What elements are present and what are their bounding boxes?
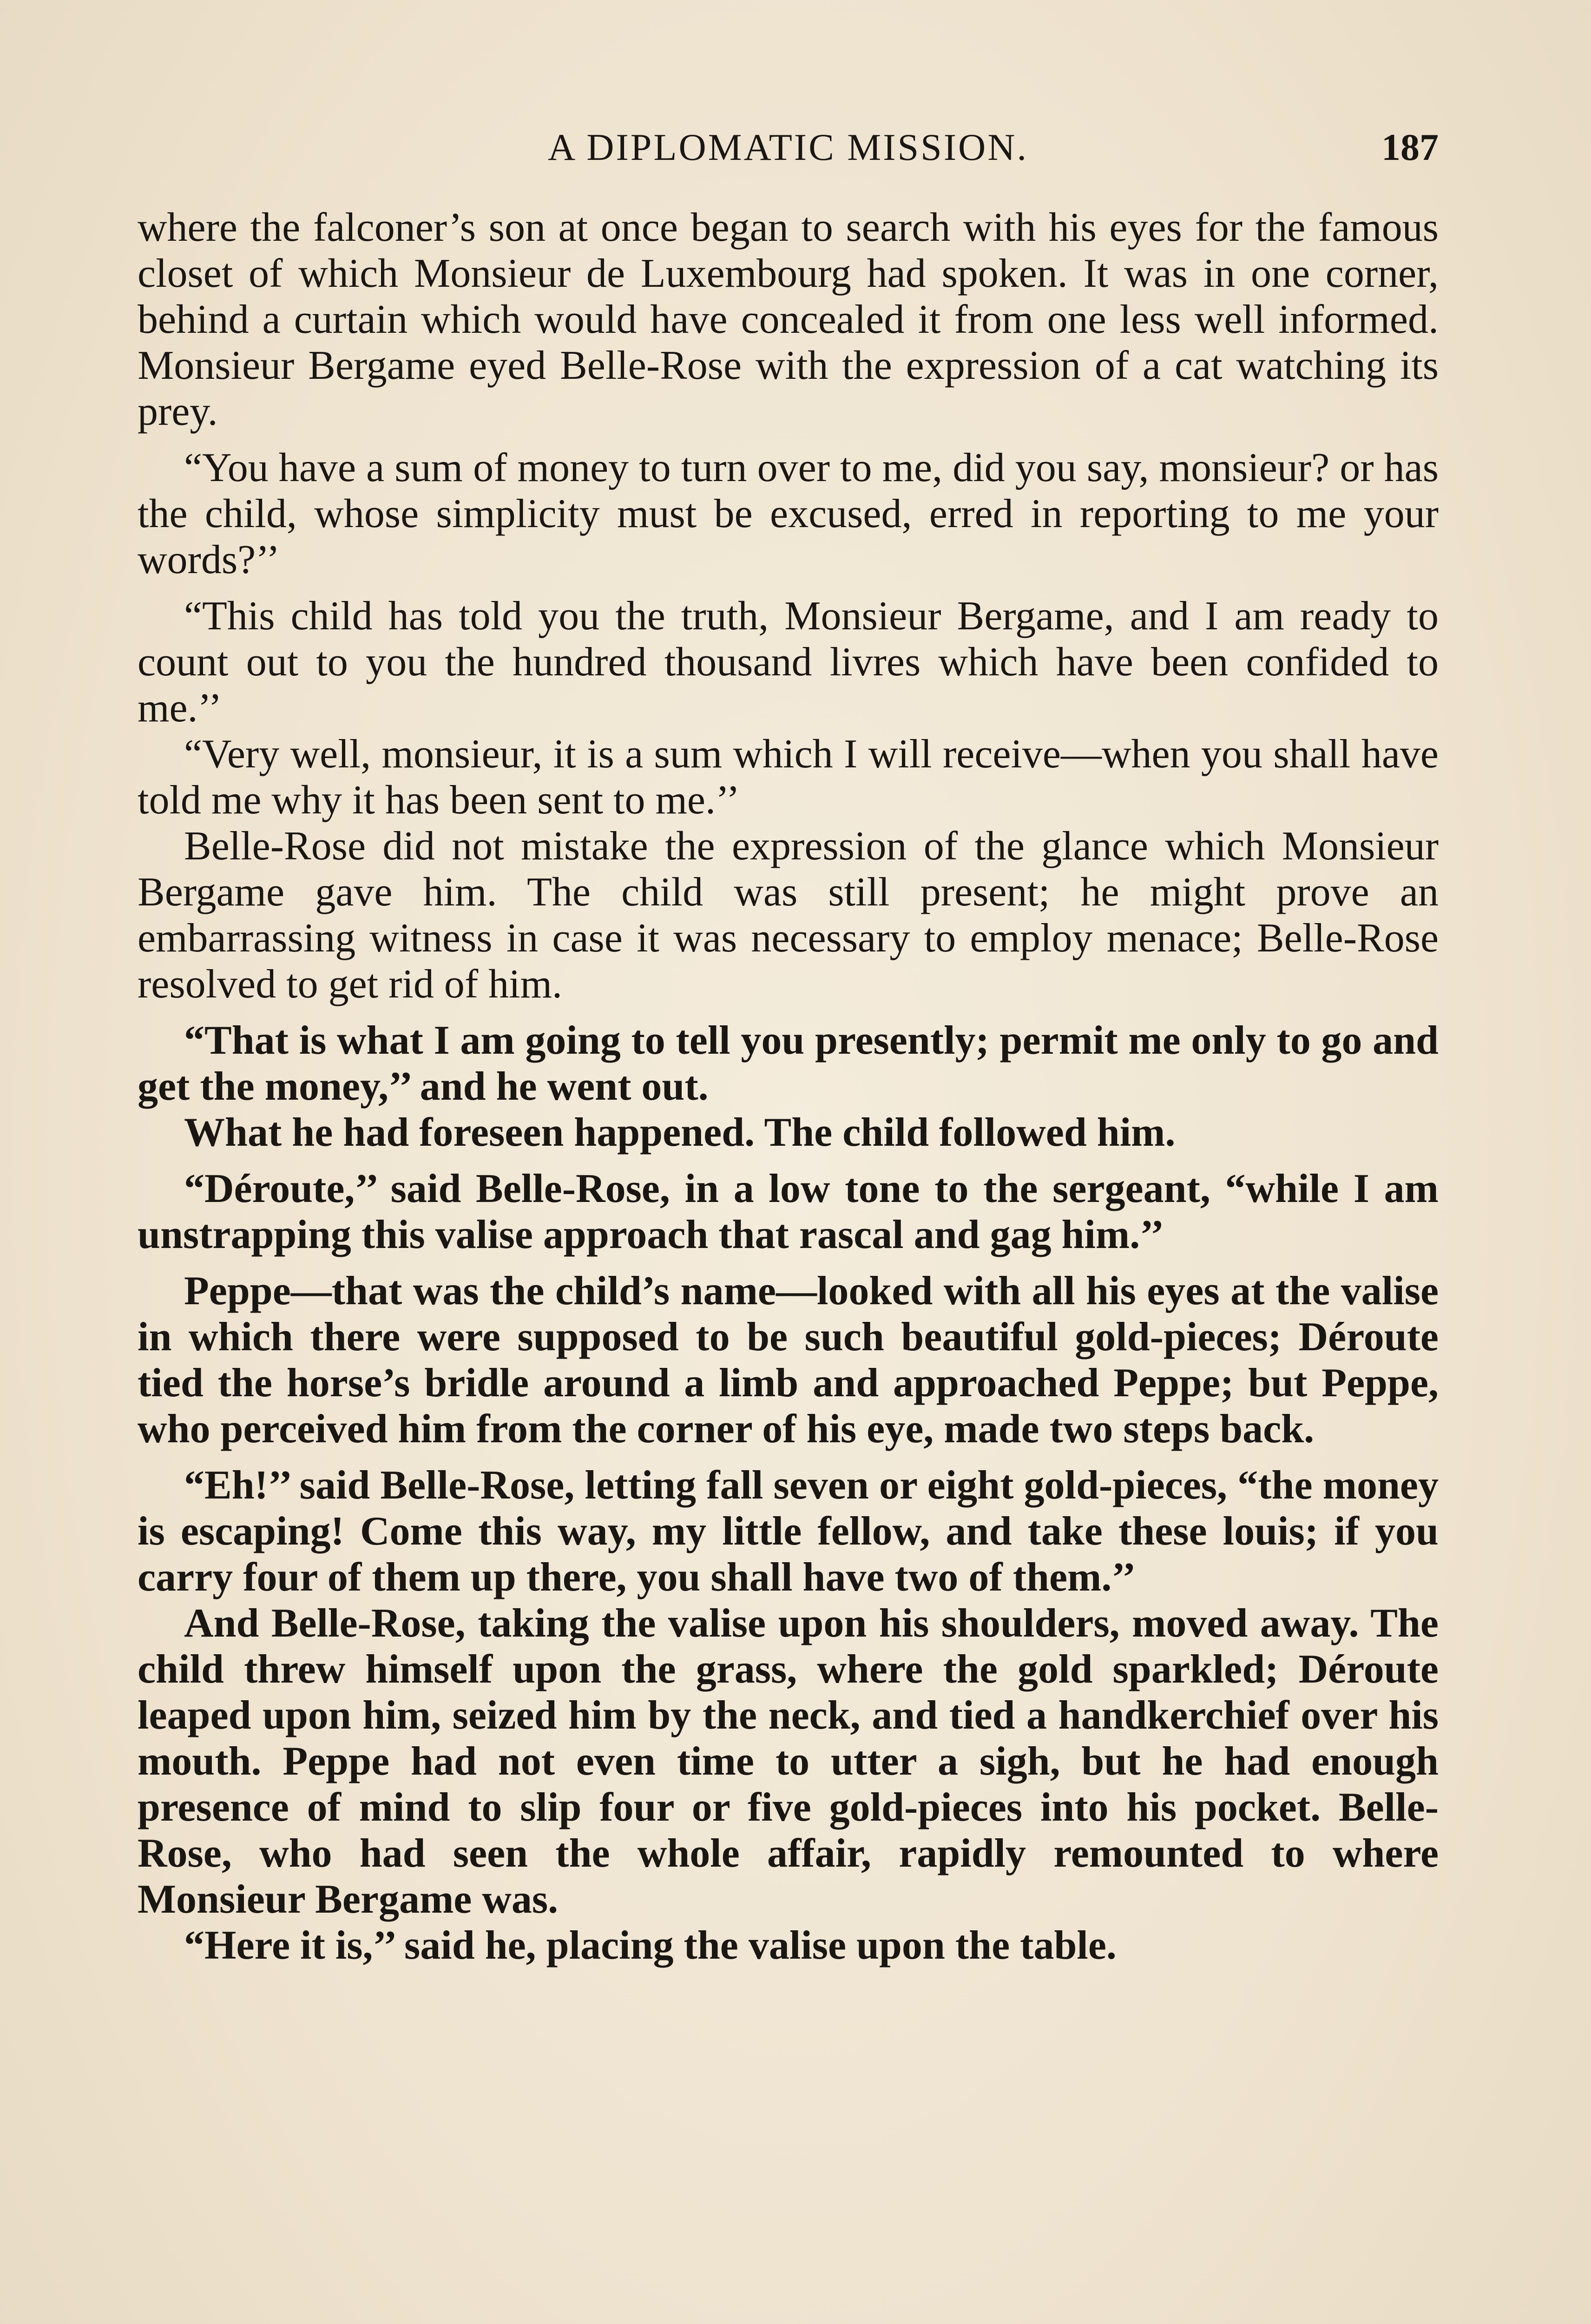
page-header bbox=[138, 125, 1439, 181]
paragraph-10: “Eh!’’ said Belle-Rose, letting fall seven or eight gold-pieces, “the money is escaping! Come this way, my little fellow, and take these louis; if you carry four of them up there, you shall have two of them.’’ bbox=[138, 1463, 1439, 1600]
paragraph-8: “Déroute,’’ said Belle-Rose, in a low tone to the sergeant, “while I am unstrapping this valise approach that rascal and gag him.’’ bbox=[138, 1166, 1439, 1257]
paragraph-1: where the falconer’s son at once began to search with his eyes for the famous closet of which Monsieur de Luxembourg had spoken. It was in one corner, behind a curtain which would have concealed it from one less well informed. Monsieur Bergame eyed Belle-Rose with the expression of a cat watching its prey. bbox=[138, 205, 1439, 434]
paragraph-3: “This child has told you the truth, Monsieur Bergame, and I am ready to count out to you the hundred thousand livres which have been confided to me.’’ bbox=[138, 594, 1439, 731]
running-title: A DIPLOMATIC MISSION. bbox=[548, 126, 1028, 168]
paragraph-9: Peppe—that was the child’s name—looked with all his eyes at the valise in which there were supposed to be such beautiful gold-pieces; Déroute tied the horse’s bridle around a limb and approached Peppe; but Peppe, who perceived him from the corner of his eye, made two steps back. bbox=[138, 1268, 1439, 1452]
paragraph-7: What he had foreseen happened. The child followed him. bbox=[184, 1110, 1176, 1155]
body-text bbox=[138, 205, 1439, 1979]
paragraph-12: “Here it is,’’ said he, placing the valise upon the table. bbox=[184, 1923, 1117, 1968]
paragraph-5: Belle-Rose did not mistake the expression of the glance which Monsieur Bergame gave him. The child was still present; he might prove an embarrassing witness in case it was necessary to employ menace; Belle-Rose resolved to get rid of him. bbox=[138, 824, 1439, 1007]
paragraph-11: And Belle-Rose, taking the valise upon his shoulders, moved away. The child threw himself upon the grass, where the gold sparkled; Déroute leaped upon him, seized him by the neck, and tied a handkerchief over his mouth. Peppe had not even time to utter a sigh, but he had enough presence of mind to slip four or five gold-pieces into his pocket. Belle-Rose, who had seen the whole affair, rapidly remounted to where Monsieur Bergame was. bbox=[138, 1601, 1439, 1922]
paragraph-6: “That is what I am going to tell you presently; permit me only to go and get the money,’’ and he went out. bbox=[138, 1018, 1439, 1109]
paragraph-2: “You have a sum of money to turn over to me, did you say, monsieur? or has the child, whose simplicity must be excused, erred in reporting to me your words?’’ bbox=[138, 445, 1439, 582]
page-number: 187 bbox=[1381, 126, 1439, 168]
paragraph-4: “Very well, monsieur, it is a sum which I will receive—when you shall have told me why it has been sent to me.’’ bbox=[138, 732, 1439, 823]
